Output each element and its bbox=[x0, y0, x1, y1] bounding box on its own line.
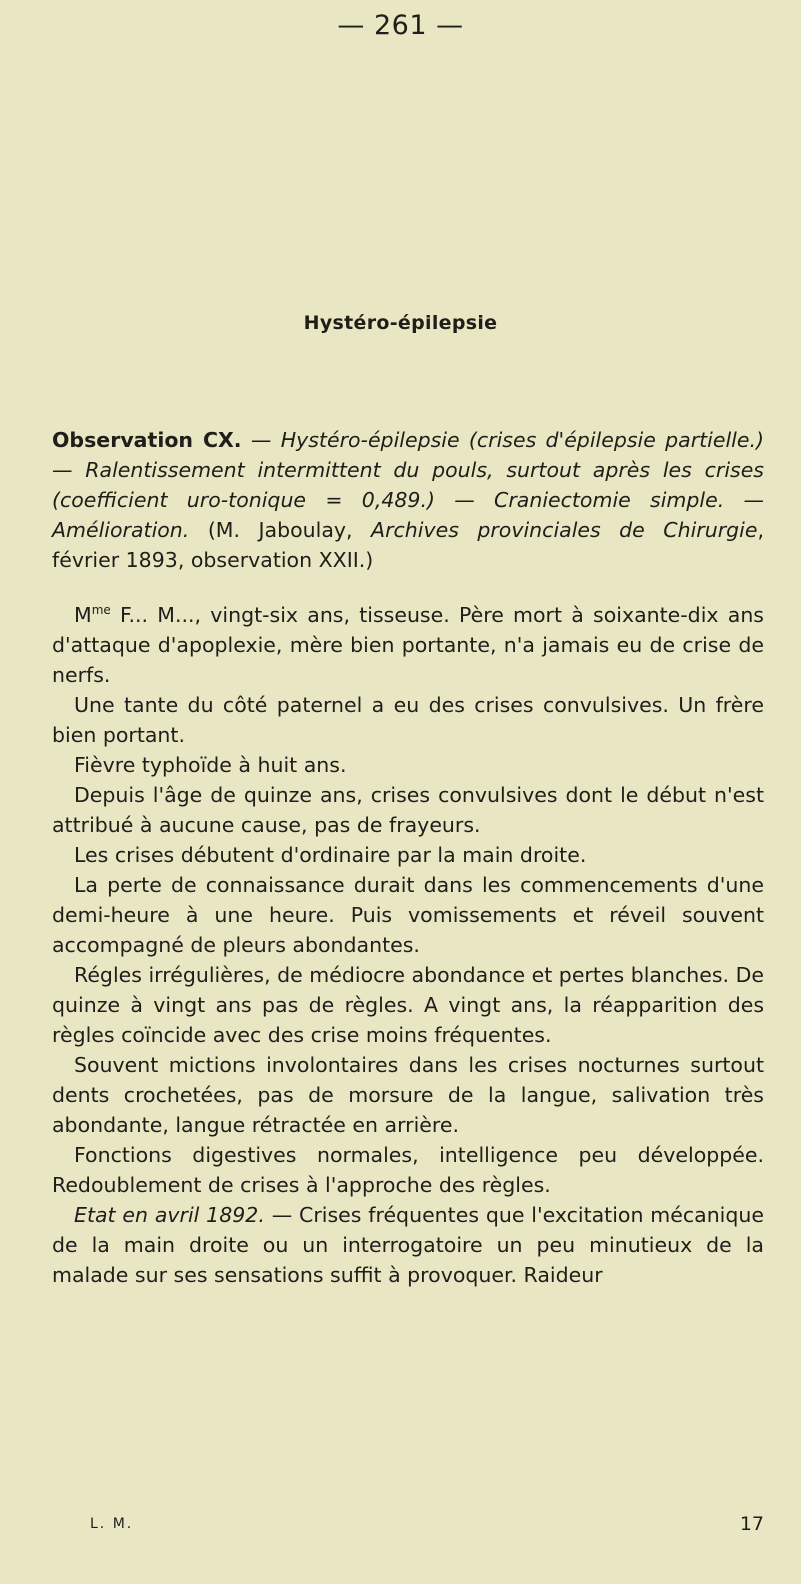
observation-body bbox=[52, 595, 764, 1290]
paragraph-crisis-start: Les crises débutent d'ordinaire par la main droite. bbox=[74, 843, 587, 867]
section-title: Hystéro-épilepsie bbox=[303, 312, 498, 334]
paragraph-digestive: Fonctions digestives normales, intelligence peu développée. Redoublement de crises à l'approche des règles. bbox=[52, 1143, 764, 1197]
observation-reference-author: (M. Jaboulay, bbox=[189, 518, 372, 542]
paragraph-menses: Régles irrégulières, de médiocre abondance et pertes blanches. De quinze à vingt ans pas de règles. A vingt ans, la réapparition des règles coïncide avec des crise moins fréquentes. bbox=[52, 963, 764, 1047]
page-number: — 261 — bbox=[337, 10, 464, 41]
paragraph-patient: $M^{me}$ F... M..., vingt-six ans, tisseuse. Père mort à soixante-dix ans d'attaque d'apoplexie, mère bien portante, n'a jamais eu de crise de nerfs. bbox=[52, 603, 764, 687]
paragraph-nocturnal: Souvent mictions involontaires dans les crises nocturnes surtout dents crochetées, pas de morsure de la langue, salivation très abondante, langue rétractée en arrière. bbox=[52, 1053, 764, 1137]
observation-heading bbox=[52, 425, 764, 575]
sheet-number: 17 bbox=[739, 1513, 764, 1535]
paragraph-consciousness: La perte de connaissance durait dans les commencements d'une demi-heure à une heure. Puis vomissements et réveil souvent accompagné de pleurs abondantes. bbox=[52, 873, 764, 957]
observation-label: Observation CX. bbox=[52, 428, 242, 452]
paragraph-family: Une tante du côté paternel a eu des crises convulsives. Un frère bien portant. bbox=[52, 693, 764, 747]
observation-separator: — bbox=[241, 428, 281, 452]
observation-title: Hystéro-épilepsie (crises d'épilepsie partielle.) — Ralentissement intermittent du pouls, surtout après les crises (coefficient uro-tonique = 0,489.) — Craniectomie simple. — Amélioration. bbox=[52, 428, 764, 542]
paragraph-state-1892: Etat en avril 1892. — Crises fréquentes que l'excitation mécanique de la main droite ou un interrogatoire un peu minutieux de la malade sur ses sensations suffit à provoquer. Raideur bbox=[52, 1203, 764, 1287]
paragraph-onset: Depuis l'âge de quinze ans, crises convulsives dont le début n'est attribué à aucune cause, pas de frayeurs. bbox=[52, 783, 764, 837]
printer-signature: L. M. bbox=[90, 1516, 134, 1532]
paragraph-typhoid: Fièvre typhoïde à huit ans. bbox=[74, 753, 347, 777]
observation-reference-journal: Archives provinciales de Chirurgie bbox=[371, 518, 758, 542]
observation-reference-date: , février 1893, observation XXII.) bbox=[52, 518, 764, 572]
